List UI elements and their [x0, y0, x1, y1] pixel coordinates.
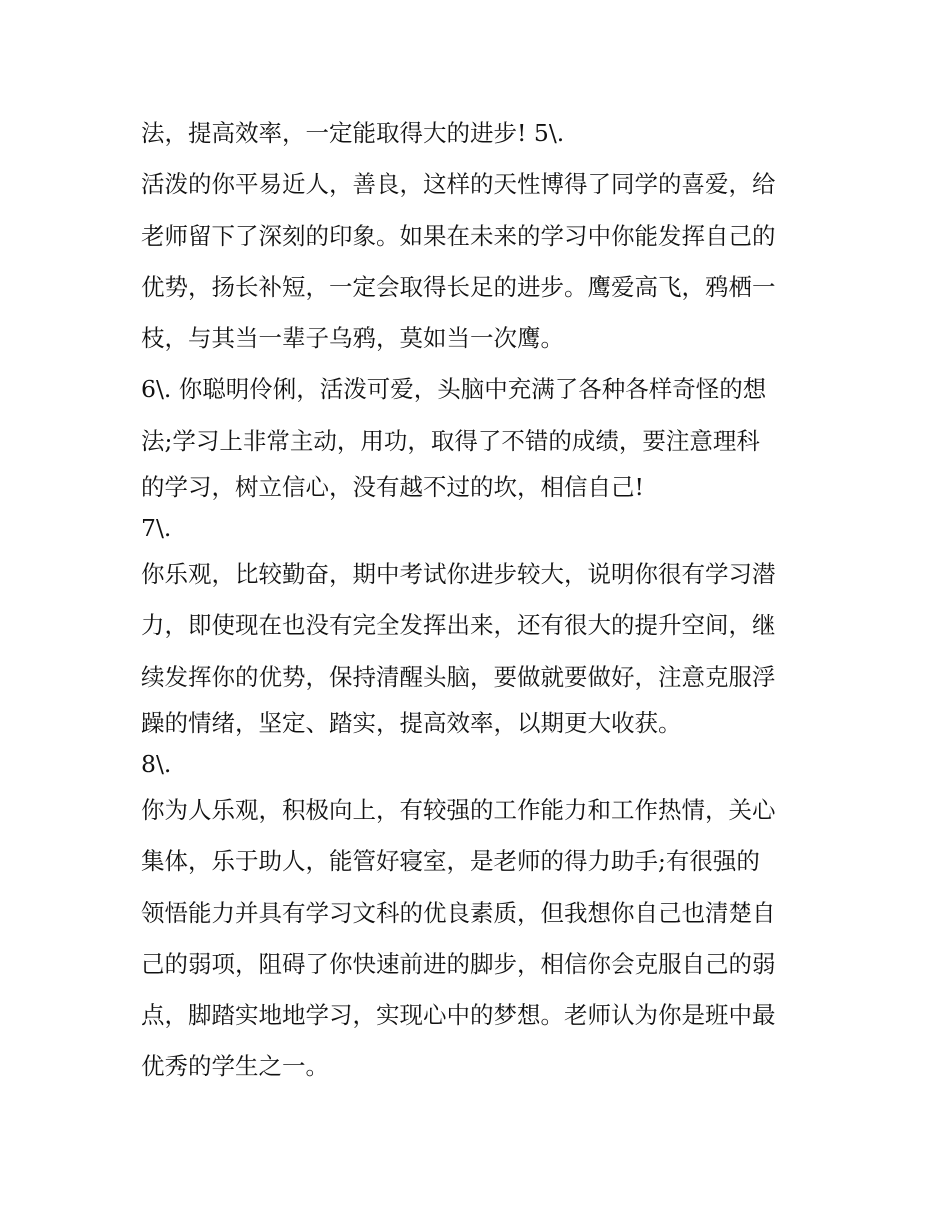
text-line: 优势，扬长补短，一定会取得长足的进步。鹰爱高飞，鸦栖一: [141, 272, 776, 301]
item-number: 7\.: [141, 514, 172, 543]
text-line: 的学习，树立信心，没有越不过的坎，相信自己!: [141, 473, 644, 502]
text-line: 枝，与其当一辈子乌鸦，莫如当一次鹰。: [141, 324, 564, 353]
text-line: 6\. 你聪明伶俐，活泼可爱，头脑中充满了各种各样奇怪的想: [141, 375, 767, 404]
item-number: 8\.: [141, 749, 172, 778]
text-line: 点，脚踏实地地学习，实现心中的梦想。老师认为你是班中最: [141, 1001, 776, 1030]
text-line: 己的弱项，阻碍了你快速前进的脚步，相信你会克服自己的弱: [141, 949, 776, 978]
text-line: 你乐观，比较勤奋，期中考试你进步较大，说明你很有学习潜: [141, 560, 776, 589]
text-line: 优秀的学生之一。: [141, 1052, 329, 1081]
text-line: 续发挥你的优势，保持清醒头脑，要做就要做好，注意克服浮: [141, 662, 776, 691]
text-line: 领悟能力并具有学习文科的优良素质，但我想你自己也清楚自: [141, 898, 776, 927]
text-line: 你为人乐观，积极向上，有较强的工作能力和工作热情，关心: [141, 795, 776, 824]
document-body: [141, 108, 821, 1093]
text-line: 集体，乐于助人，能管好寝室，是老师的得力助手;有很强的: [141, 847, 760, 876]
text-line: 法，提高效率，一定能取得大的进步! 5\.: [141, 119, 565, 147]
text-line: 老师留下了深刻的印象。如果在未来的学习中你能发挥自己的: [141, 221, 776, 250]
text-line: 躁的情绪，坚定、踏实，提高效率，以期更大收获。: [141, 708, 682, 737]
text-line: 法;学习上非常主动，用功，取得了不错的成绩，要注意理科: [141, 426, 760, 455]
text-line: 力，即使现在也没有完全发挥出来，还有很大的提升空间，继: [141, 611, 776, 640]
text-line: 活泼的你平易近人，善良，这样的天性博得了同学的喜爱，给: [141, 170, 776, 199]
